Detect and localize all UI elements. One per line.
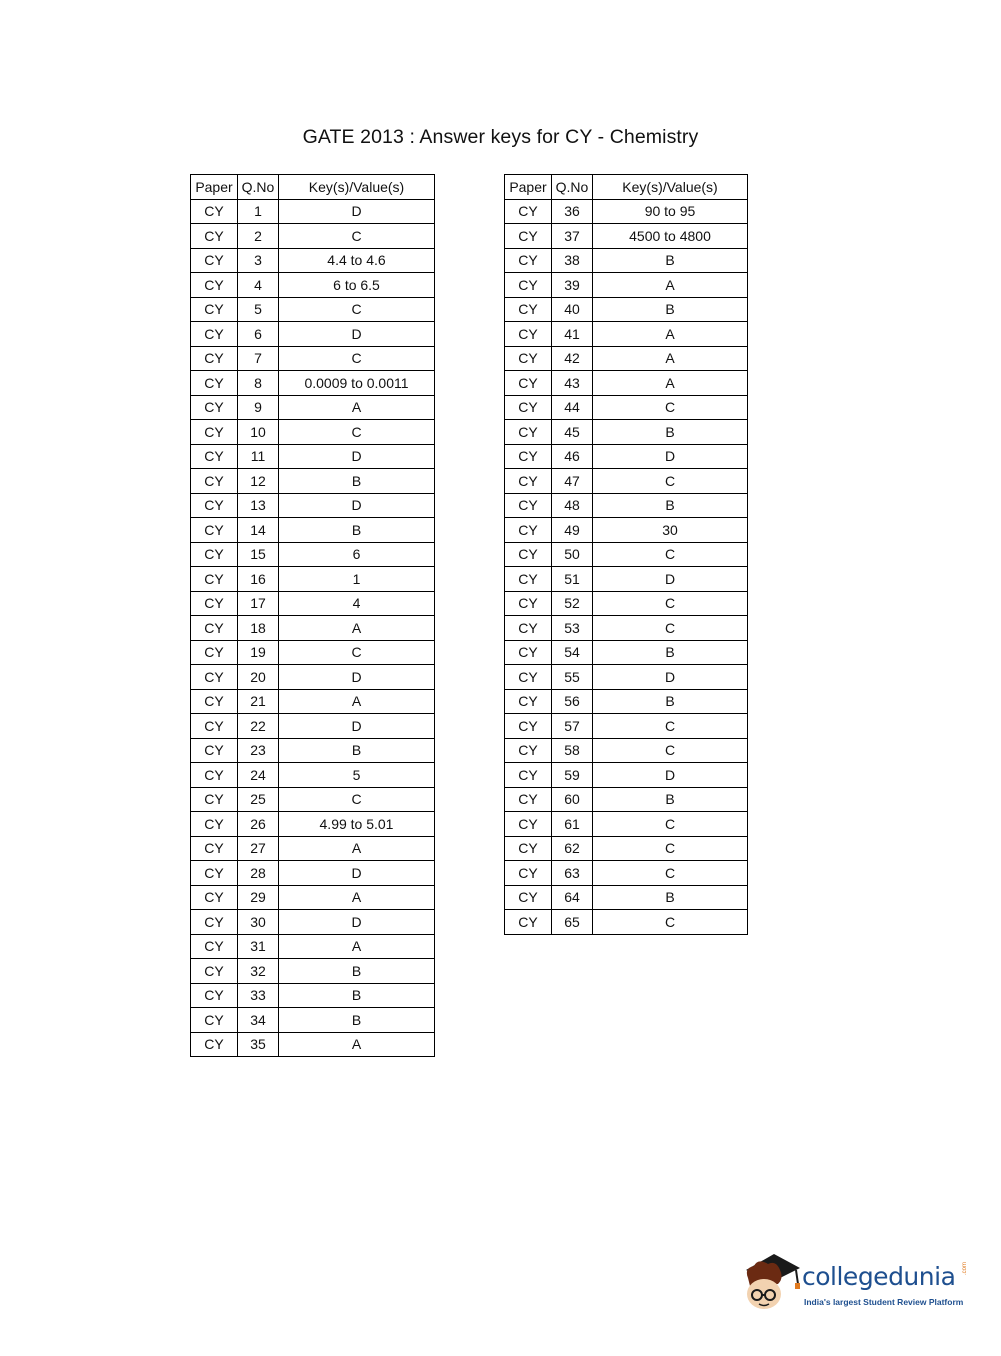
qno-cell: 35 [238, 1032, 279, 1057]
qno-cell: 54 [552, 640, 593, 665]
table-header-row [505, 175, 748, 200]
key-cell: C [593, 542, 748, 567]
paper-cell: CY [191, 591, 238, 616]
key-cell: D [279, 199, 435, 224]
table-row [191, 420, 435, 445]
paper-cell: CY [505, 640, 552, 665]
table-row [191, 640, 435, 665]
table-row [191, 714, 435, 739]
table-row [505, 322, 748, 347]
key-cell: B [279, 518, 435, 543]
table-row [505, 346, 748, 371]
key-cell: 5 [279, 763, 435, 788]
key-cell: C [593, 395, 748, 420]
table-row [191, 836, 435, 861]
qno-cell: 1 [238, 199, 279, 224]
qno-cell: 24 [238, 763, 279, 788]
paper-cell: CY [505, 591, 552, 616]
qno-cell: 4 [238, 273, 279, 298]
paper-cell: CY [191, 665, 238, 690]
paper-cell: CY [505, 395, 552, 420]
table-body-left [191, 199, 435, 1057]
table-row [191, 983, 435, 1008]
paper-cell: CY [191, 444, 238, 469]
table-row [191, 297, 435, 322]
paper-cell: CY [191, 248, 238, 273]
paper-cell: CY [505, 665, 552, 690]
answer-key-table-left [190, 174, 435, 1057]
table-header-row [191, 175, 435, 200]
key-cell: C [593, 836, 748, 861]
qno-cell: 48 [552, 493, 593, 518]
qno-cell: 40 [552, 297, 593, 322]
table-row [505, 885, 748, 910]
key-cell: 4.4 to 4.6 [279, 248, 435, 273]
table-row [505, 567, 748, 592]
qno-cell: 20 [238, 665, 279, 690]
qno-cell: 63 [552, 861, 593, 886]
table-row [505, 763, 748, 788]
table-row [505, 273, 748, 298]
qno-cell: 65 [552, 910, 593, 935]
qno-cell: 37 [552, 224, 593, 249]
qno-cell: 31 [238, 934, 279, 959]
paper-cell: CY [505, 322, 552, 347]
key-cell: B [279, 983, 435, 1008]
qno-cell: 61 [552, 812, 593, 837]
table-row [191, 567, 435, 592]
paper-cell: CY [505, 787, 552, 812]
paper-cell: CY [191, 469, 238, 494]
paper-cell: CY [191, 738, 238, 763]
paper-cell: CY [191, 1032, 238, 1057]
table-row [505, 199, 748, 224]
table-row [191, 689, 435, 714]
qno-cell: 6 [238, 322, 279, 347]
table-row [191, 469, 435, 494]
key-cell: D [593, 444, 748, 469]
table-row [505, 591, 748, 616]
qno-cell: 11 [238, 444, 279, 469]
paper-cell: CY [505, 469, 552, 494]
key-cell: B [593, 885, 748, 910]
qno-cell: 38 [552, 248, 593, 273]
qno-cell: 46 [552, 444, 593, 469]
collegedunia-logo [740, 1248, 980, 1318]
key-cell: B [593, 787, 748, 812]
paper-cell: CY [191, 420, 238, 445]
table-row [505, 689, 748, 714]
qno-cell: 33 [238, 983, 279, 1008]
paper-cell: CY [505, 861, 552, 886]
qno-cell: 45 [552, 420, 593, 445]
key-cell: A [593, 273, 748, 298]
table-row [505, 836, 748, 861]
paper-cell: CY [505, 812, 552, 837]
paper-cell: CY [505, 910, 552, 935]
qno-cell: 13 [238, 493, 279, 518]
table-row [191, 224, 435, 249]
qno-cell: 26 [238, 812, 279, 837]
paper-cell: CY [191, 616, 238, 641]
paper-cell: CY [191, 518, 238, 543]
key-cell: A [593, 371, 748, 396]
paper-cell: CY [191, 763, 238, 788]
qno-cell: 57 [552, 714, 593, 739]
key-cell: 1 [279, 567, 435, 592]
table-row [191, 542, 435, 567]
paper-cell: CY [191, 567, 238, 592]
page-title: GATE 2013 : Answer keys for CY - Chemistry [302, 126, 699, 148]
table-row [505, 248, 748, 273]
key-cell: 4500 to 4800 [593, 224, 748, 249]
paper-cell: CY [191, 640, 238, 665]
logo-tagline: India's largest Student Review Platform [804, 1297, 964, 1307]
paper-cell: CY [505, 763, 552, 788]
paper-cell: CY [505, 542, 552, 567]
table-row [191, 910, 435, 935]
paper-cell: CY [191, 346, 238, 371]
table-row [505, 297, 748, 322]
key-cell: D [279, 714, 435, 739]
qno-cell: 10 [238, 420, 279, 445]
qno-cell: 27 [238, 836, 279, 861]
qno-cell: 62 [552, 836, 593, 861]
key-cell: D [279, 493, 435, 518]
qno-cell: 28 [238, 861, 279, 886]
table-row [191, 885, 435, 910]
key-cell: 4.99 to 5.01 [279, 812, 435, 837]
paper-cell: CY [191, 542, 238, 567]
paper-cell: CY [505, 738, 552, 763]
qno-cell: 39 [552, 273, 593, 298]
paper-cell: CY [505, 444, 552, 469]
qno-cell: 47 [552, 469, 593, 494]
logo-suffix: .com [962, 1261, 968, 1275]
mascot-icon [740, 1248, 802, 1314]
key-cell: B [593, 248, 748, 273]
qno-cell: 16 [238, 567, 279, 592]
qno-cell: 21 [238, 689, 279, 714]
table-row [191, 787, 435, 812]
header-key: Key(s)/Value(s) [279, 175, 435, 200]
qno-cell: 8 [238, 371, 279, 396]
header-qno: Q.No [238, 175, 279, 200]
table-row [505, 714, 748, 739]
key-cell: B [279, 1008, 435, 1033]
qno-cell: 22 [238, 714, 279, 739]
table-row [191, 322, 435, 347]
table-row [191, 444, 435, 469]
table-row [191, 738, 435, 763]
paper-cell: CY [191, 395, 238, 420]
table-row [191, 1008, 435, 1033]
qno-cell: 53 [552, 616, 593, 641]
key-cell: 0.0009 to 0.0011 [279, 371, 435, 396]
qno-cell: 18 [238, 616, 279, 641]
qno-cell: 23 [238, 738, 279, 763]
logo-wordmark: collegedunia [802, 1262, 956, 1291]
qno-cell: 41 [552, 322, 593, 347]
table-row [505, 542, 748, 567]
paper-cell: CY [191, 1008, 238, 1033]
paper-cell: CY [505, 273, 552, 298]
paper-cell: CY [191, 910, 238, 935]
key-cell: B [593, 689, 748, 714]
key-cell: 6 [279, 542, 435, 567]
paper-cell: CY [505, 714, 552, 739]
table-row [191, 248, 435, 273]
key-cell: D [279, 665, 435, 690]
paper-cell: CY [191, 836, 238, 861]
qno-cell: 56 [552, 689, 593, 714]
qno-cell: 9 [238, 395, 279, 420]
key-cell: B [593, 493, 748, 518]
table-row [191, 518, 435, 543]
table-row [505, 371, 748, 396]
table-row [191, 493, 435, 518]
key-cell: C [593, 616, 748, 641]
qno-cell: 29 [238, 885, 279, 910]
table-row [505, 420, 748, 445]
table-row [191, 959, 435, 984]
key-cell: 6 to 6.5 [279, 273, 435, 298]
key-cell: C [279, 640, 435, 665]
qno-cell: 30 [238, 910, 279, 935]
table-row [191, 616, 435, 641]
qno-cell: 14 [238, 518, 279, 543]
key-cell: C [279, 787, 435, 812]
key-cell: D [593, 763, 748, 788]
header-paper: Paper [505, 175, 552, 200]
key-cell: A [279, 836, 435, 861]
paper-cell: CY [191, 273, 238, 298]
key-cell: D [593, 567, 748, 592]
paper-cell: CY [505, 346, 552, 371]
key-cell: A [279, 885, 435, 910]
qno-cell: 2 [238, 224, 279, 249]
paper-cell: CY [191, 934, 238, 959]
key-cell: B [593, 420, 748, 445]
qno-cell: 17 [238, 591, 279, 616]
key-cell: B [279, 469, 435, 494]
qno-cell: 5 [238, 297, 279, 322]
paper-cell: CY [505, 518, 552, 543]
answer-key-table-right [504, 174, 748, 935]
table-row [505, 787, 748, 812]
key-cell: B [593, 297, 748, 322]
key-cell: C [279, 297, 435, 322]
qno-cell: 60 [552, 787, 593, 812]
table-row [191, 861, 435, 886]
table-row [505, 518, 748, 543]
qno-cell: 64 [552, 885, 593, 910]
table-row [505, 665, 748, 690]
table-row [191, 934, 435, 959]
table-row [191, 1032, 435, 1057]
qno-cell: 32 [238, 959, 279, 984]
key-cell: 30 [593, 518, 748, 543]
qno-cell: 49 [552, 518, 593, 543]
paper-cell: CY [191, 297, 238, 322]
paper-cell: CY [191, 371, 238, 396]
key-cell: D [279, 910, 435, 935]
paper-cell: CY [191, 885, 238, 910]
qno-cell: 25 [238, 787, 279, 812]
key-cell: 4 [279, 591, 435, 616]
key-cell: A [279, 1032, 435, 1057]
table-row [505, 395, 748, 420]
key-cell: A [279, 395, 435, 420]
paper-cell: CY [191, 812, 238, 837]
qno-cell: 43 [552, 371, 593, 396]
table-row [505, 493, 748, 518]
qno-cell: 52 [552, 591, 593, 616]
qno-cell: 59 [552, 763, 593, 788]
paper-cell: CY [191, 959, 238, 984]
table-row [191, 591, 435, 616]
table-row [191, 395, 435, 420]
header-key: Key(s)/Value(s) [593, 175, 748, 200]
paper-cell: CY [505, 567, 552, 592]
key-cell: D [279, 861, 435, 886]
key-cell: D [279, 444, 435, 469]
table-row [191, 665, 435, 690]
qno-cell: 42 [552, 346, 593, 371]
paper-cell: CY [505, 371, 552, 396]
key-cell: C [593, 910, 748, 935]
paper-cell: CY [191, 689, 238, 714]
qno-cell: 12 [238, 469, 279, 494]
table-row [505, 444, 748, 469]
header-paper: Paper [191, 175, 238, 200]
table-row [505, 640, 748, 665]
key-cell: C [279, 346, 435, 371]
paper-cell: CY [505, 493, 552, 518]
table-body-right [505, 199, 748, 934]
key-cell: C [593, 812, 748, 837]
table-row [191, 812, 435, 837]
table-row [191, 199, 435, 224]
paper-cell: CY [505, 297, 552, 322]
key-cell: B [279, 959, 435, 984]
paper-cell: CY [505, 836, 552, 861]
table-row [505, 910, 748, 935]
qno-cell: 19 [238, 640, 279, 665]
key-cell: A [279, 616, 435, 641]
table-row [191, 371, 435, 396]
key-cell: B [593, 640, 748, 665]
key-cell: B [279, 738, 435, 763]
key-cell: C [593, 591, 748, 616]
qno-cell: 44 [552, 395, 593, 420]
paper-cell: CY [191, 983, 238, 1008]
key-cell: C [593, 738, 748, 763]
key-cell: 90 to 95 [593, 199, 748, 224]
key-cell: C [593, 861, 748, 886]
qno-cell: 50 [552, 542, 593, 567]
key-cell: C [593, 469, 748, 494]
key-cell: D [279, 322, 435, 347]
table-row [505, 812, 748, 837]
qno-cell: 3 [238, 248, 279, 273]
key-cell: D [593, 665, 748, 690]
key-cell: A [279, 934, 435, 959]
key-cell: A [593, 346, 748, 371]
paper-cell: CY [191, 861, 238, 886]
header-qno: Q.No [552, 175, 593, 200]
paper-cell: CY [505, 420, 552, 445]
paper-cell: CY [191, 714, 238, 739]
paper-cell: CY [191, 787, 238, 812]
paper-cell: CY [505, 689, 552, 714]
table-row [191, 346, 435, 371]
key-cell: A [593, 322, 748, 347]
paper-cell: CY [505, 199, 552, 224]
paper-cell: CY [505, 885, 552, 910]
qno-cell: 58 [552, 738, 593, 763]
key-cell: C [593, 714, 748, 739]
qno-cell: 36 [552, 199, 593, 224]
table-row [191, 763, 435, 788]
table-row [505, 861, 748, 886]
key-cell: A [279, 689, 435, 714]
paper-cell: CY [191, 493, 238, 518]
qno-cell: 55 [552, 665, 593, 690]
table-row [505, 224, 748, 249]
table-row [505, 738, 748, 763]
paper-cell: CY [505, 616, 552, 641]
paper-cell: CY [191, 322, 238, 347]
table-row [505, 469, 748, 494]
table-row [191, 273, 435, 298]
paper-cell: CY [191, 224, 238, 249]
qno-cell: 34 [238, 1008, 279, 1033]
key-cell: C [279, 224, 435, 249]
table-row [505, 616, 748, 641]
paper-cell: CY [505, 248, 552, 273]
paper-cell: CY [505, 224, 552, 249]
paper-cell: CY [191, 199, 238, 224]
key-cell: C [279, 420, 435, 445]
qno-cell: 7 [238, 346, 279, 371]
qno-cell: 51 [552, 567, 593, 592]
qno-cell: 15 [238, 542, 279, 567]
